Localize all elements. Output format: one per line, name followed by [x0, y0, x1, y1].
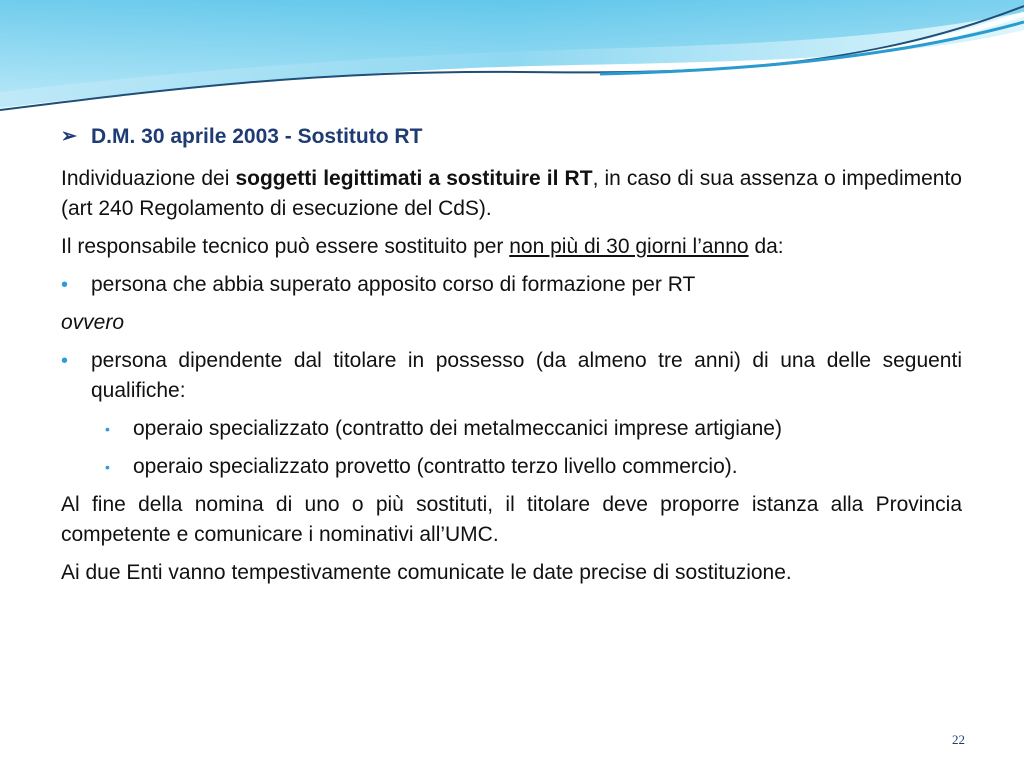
paragraph-text: , in caso di sua assenza o impedimento (art 240 Regolamento di esecuzione del CdS). [61, 167, 962, 220]
bullet-dot-icon: • [61, 274, 69, 296]
sub-bullet-text: operaio specializzato provetto (contratto terzo livello commercio). [133, 455, 738, 478]
bullet-text: persona dipendente dal titolare in possesso (da almeno tre anni) di una delle seguenti qualifiche: [91, 349, 962, 402]
paragraph-text: Individuazione dei [61, 167, 236, 190]
paragraph-text: Il responsabile tecnico può essere sostituito per [61, 235, 510, 258]
bold-text: soggetti legittimati a sostituire il RT [235, 167, 593, 190]
bullet-dot-icon: • [105, 459, 110, 475]
bullet-dot-icon: • [61, 350, 69, 372]
sub-bullet-item [105, 452, 962, 482]
heading-text: D.M. 30 aprile 2003 - Sostituto RT [91, 125, 423, 148]
slide-content [61, 122, 962, 596]
paragraph-limit [61, 232, 962, 262]
paragraph-communication: Ai due Enti vanno tempestivamente comunicate le date precise di sostituzione. [61, 561, 792, 584]
paragraph-text: da: [748, 235, 784, 258]
paragraph-nomination: Al fine della nomina di uno o più sostituti, il titolare deve proporre istanza alla Provincia competente e comunicare i nominativi all’UMC. [61, 493, 962, 546]
paragraph-substitutes [61, 164, 962, 224]
sub-bullet-item [105, 414, 962, 444]
header-wave-decoration [0, 0, 1024, 120]
bullet-item [61, 270, 962, 300]
sub-bullet-text: operaio specializzato (contratto dei metalmeccanici imprese artigiane) [133, 417, 782, 440]
arrow-bullet-icon: ➢ [61, 126, 77, 147]
ovvero-text: ovvero [61, 311, 125, 334]
slide-number: 22 [952, 732, 965, 747]
bullet-dot-icon: • [105, 421, 110, 437]
slide-heading [61, 122, 962, 152]
bullet-item [61, 346, 962, 406]
underlined-text: non più di 30 giorni l’anno [509, 235, 749, 258]
bullet-text: persona che abbia superato apposito corso di formazione per RT [91, 273, 696, 296]
